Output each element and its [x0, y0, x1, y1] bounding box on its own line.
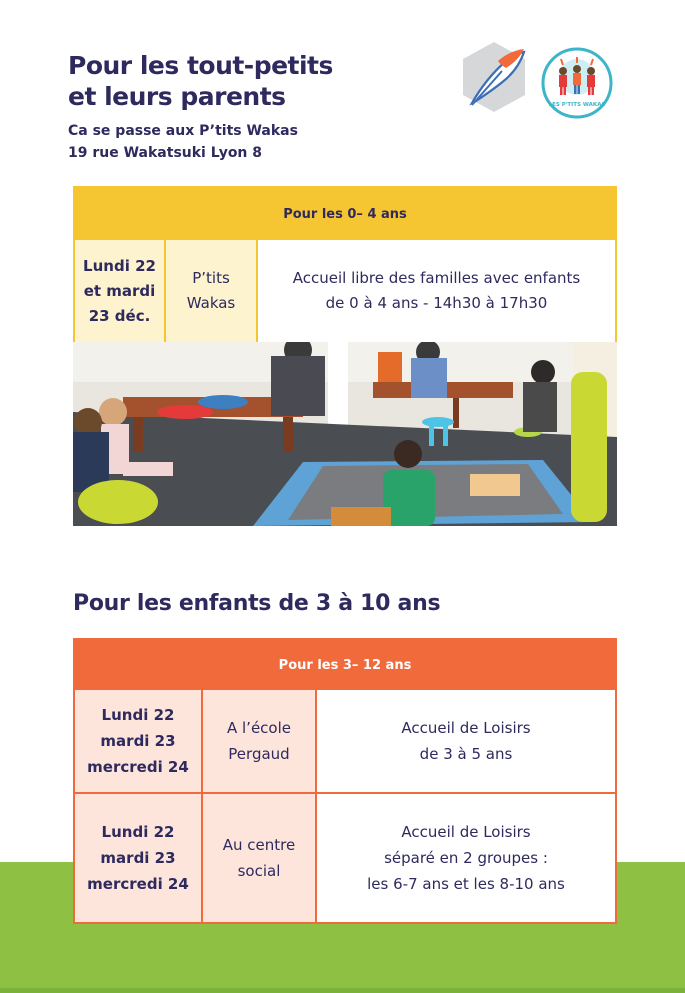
date-cell [75, 794, 203, 922]
date-line: Lundi 22 [101, 823, 175, 841]
date-cell [75, 690, 203, 792]
place-line: A l’école [226, 719, 291, 737]
date-line: mercredi 24 [87, 875, 189, 893]
description-line: les 6-7 ans et les 8-10 ans [367, 875, 565, 893]
description-line: séparé en 2 groupes : [384, 849, 548, 867]
description-cell [258, 240, 615, 342]
children-table-header: Pour les 3– 12 ans [75, 640, 615, 690]
subtitle-line-1: Ca se passe aux P’tits Wakas [68, 123, 298, 139]
subtitle-line-2: 19 rue Wakatsuki Lyon 8 [68, 145, 263, 161]
date-line: Lundi 22 [83, 256, 156, 275]
description-line: Accueil de Loisirs [401, 719, 531, 737]
place-line: Wakas [186, 294, 236, 312]
date-line: mardi 23 [100, 849, 176, 867]
date-cell [75, 240, 166, 342]
children-section-title: Pour les enfants de 3 à 10 ans [73, 591, 441, 616]
children-schedule-table [73, 638, 617, 924]
place-line: social [237, 862, 281, 880]
date-line: 23 déc. [88, 306, 151, 325]
description-cell [317, 690, 615, 792]
place-cell [203, 690, 317, 792]
description-line: de 3 à 5 ans [419, 745, 513, 763]
place-cell [166, 240, 258, 342]
toddlers-table-header: Pour les 0– 4 ans [75, 188, 615, 240]
table-row [75, 690, 615, 794]
logo-caption: LES P'TITS WAKAS [548, 102, 606, 108]
table-row [75, 240, 615, 342]
place-cell [203, 794, 317, 922]
playroom-photo [73, 342, 617, 526]
green-footer-edge [0, 988, 685, 993]
title-line-2: et leurs parents [68, 82, 286, 111]
place-line: P’tits [192, 269, 230, 287]
date-line: et mardi [83, 281, 156, 300]
place-line: Au centre [222, 836, 296, 854]
feather-logo-icon [458, 41, 530, 113]
table-row [75, 794, 615, 922]
date-line: mercredi 24 [87, 758, 189, 776]
description-line: Accueil libre des familles avec enfants [292, 269, 581, 287]
place-line: Pergaud [228, 745, 290, 763]
page-title [68, 50, 333, 112]
description-line: de 0 à 4 ans - 14h30 à 17h30 [325, 294, 548, 312]
ptits-wakas-logo-icon [541, 47, 613, 119]
description-line: Accueil de Loisirs [401, 823, 531, 841]
page-subtitle [68, 120, 298, 164]
date-line: Lundi 22 [101, 706, 175, 724]
date-line: mardi 23 [100, 732, 176, 750]
title-line-1: Pour les tout-petits [68, 51, 333, 80]
toddlers-schedule-table [73, 186, 617, 344]
description-cell [317, 794, 615, 922]
